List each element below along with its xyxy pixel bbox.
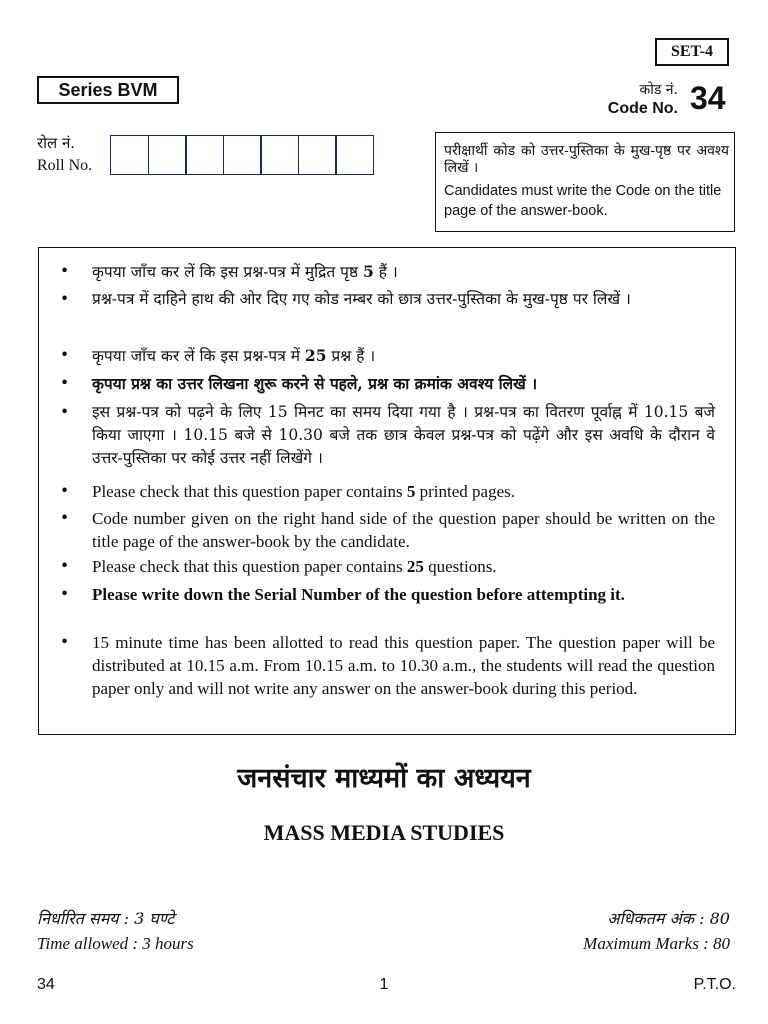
instructions-box bbox=[38, 247, 736, 735]
instruction-text: 15 minute time has been allotted to read this question paper. The question paper will be distributed at 10.15 a.m. From 10.15 a.m. to 10.30 a.m., the students will read the question paper only and will not write any answer on the answer-book during this period. bbox=[92, 633, 715, 698]
roll-number-box bbox=[185, 135, 224, 175]
maximum-marks-hindi: अधिकतम अंक : 80 bbox=[607, 909, 730, 928]
instruction-item bbox=[60, 401, 715, 470]
roll-number-box bbox=[260, 135, 299, 175]
roll-number-box bbox=[223, 135, 262, 175]
roll-label-hindi: रोल नं. bbox=[37, 134, 76, 152]
bullet-icon: • bbox=[60, 585, 70, 603]
page-number: 1 bbox=[379, 976, 389, 993]
bullet-icon: • bbox=[60, 557, 70, 575]
roll-number-box bbox=[298, 135, 337, 175]
bullet-icon: • bbox=[60, 290, 70, 308]
roll-label: Roll No. bbox=[37, 157, 93, 174]
bullet-icon: • bbox=[60, 509, 70, 527]
candidate-note-english: Candidates must write the Code on the title page of the answer-book. bbox=[444, 183, 722, 219]
instruction-number: 25 bbox=[304, 346, 327, 365]
bullet-icon: • bbox=[60, 374, 70, 392]
instruction-text: प्रश्न-पत्र में दाहिने हाथ की ओर दिए गए कोड नम्बर को छात्र उत्तर-पुस्तिका के मुख-पृष्ठ पर लिखें । bbox=[92, 290, 631, 308]
instruction-item bbox=[60, 344, 715, 368]
instruction-text: Code number given on the right hand side of the question paper should be written on the title page of the answer-book by the candidate. bbox=[92, 509, 715, 551]
instruction-number: 25 bbox=[406, 557, 424, 576]
instruction-number: 5 bbox=[363, 262, 374, 281]
instruction-item bbox=[60, 555, 715, 578]
series-label: Series BVM bbox=[37, 76, 179, 104]
roll-number-box bbox=[335, 135, 374, 175]
bullet-icon: • bbox=[60, 262, 70, 280]
instruction-item bbox=[60, 480, 715, 503]
bullet-icon: • bbox=[60, 346, 70, 364]
footer-code: 34 bbox=[37, 976, 55, 993]
maximum-marks: Maximum Marks : 80 bbox=[583, 934, 730, 953]
instruction-item bbox=[60, 631, 715, 700]
instruction-text: Please check that this question paper contains 25 questions. bbox=[92, 557, 497, 576]
roll-number-box bbox=[148, 135, 187, 175]
bullet-icon: • bbox=[60, 482, 70, 500]
instruction-text: कृपया जाँच कर लें कि इस प्रश्न-पत्र में मुद्रित पृष्ठ 5 हैं । bbox=[92, 262, 398, 281]
pto-label: P.T.O. bbox=[693, 976, 736, 993]
roll-number-boxes bbox=[110, 135, 373, 175]
code-number: 34 bbox=[690, 80, 726, 116]
bullet-icon: • bbox=[60, 633, 70, 651]
instruction-text: Please write down the Serial Number of the question before attempting it. bbox=[92, 585, 625, 604]
instruction-number: 5 bbox=[406, 482, 416, 501]
time-allowed-hindi: निर्धारित समय : 3 घण्टे bbox=[37, 909, 175, 928]
roll-number-box bbox=[110, 135, 149, 175]
instruction-text: कृपया प्रश्न का उत्तर लिखना शुरू करने से पहले, प्रश्न का क्रमांक अवश्य लिखें । bbox=[92, 374, 538, 393]
instruction-item bbox=[60, 288, 715, 311]
candidate-note-hindi: परीक्षार्थी कोड को उत्तर-पुस्तिका के मुख-पृष्ठ पर अवश्य लिखें । bbox=[444, 143, 729, 176]
instruction-item bbox=[60, 372, 715, 395]
code-label: Code No. bbox=[607, 100, 678, 117]
instruction-text: इस प्रश्न-पत्र को पढ़ने के लिए 15 मिनट का समय दिया गया है । प्रश्न-पत्र का वितरण पूर्वाह्न में 10.15 बजे किया जाएगा । 10.15 बजे से 10.30 बजे तक छात्र केवल प्रश्न-पत्र को पढ़ेंगे और इस अवधि के दौरान वे उत्तर-पुस्तिका पर कोई उत्तर नहीं लिखेंगे । bbox=[92, 403, 715, 467]
instruction-item bbox=[60, 583, 715, 606]
set-badge: SET-4 bbox=[655, 38, 729, 66]
bullet-icon: • bbox=[60, 403, 70, 421]
instruction-item bbox=[60, 260, 715, 284]
code-label-hindi: कोड नं. bbox=[639, 82, 678, 98]
instruction-item bbox=[60, 507, 715, 553]
instruction-text: कृपया जाँच कर लें कि इस प्रश्न-पत्र में 25 प्रश्न हैं । bbox=[92, 346, 376, 365]
time-allowed: Time allowed : 3 hours bbox=[37, 934, 194, 953]
subject-title-hindi: जनसंचार माध्यमों का अध्ययन bbox=[237, 763, 531, 794]
instruction-text: Please check that this question paper contains 5 printed pages. bbox=[92, 482, 515, 501]
subject-title: MASS MEDIA STUDIES bbox=[263, 820, 505, 845]
candidate-note-box bbox=[435, 132, 735, 232]
